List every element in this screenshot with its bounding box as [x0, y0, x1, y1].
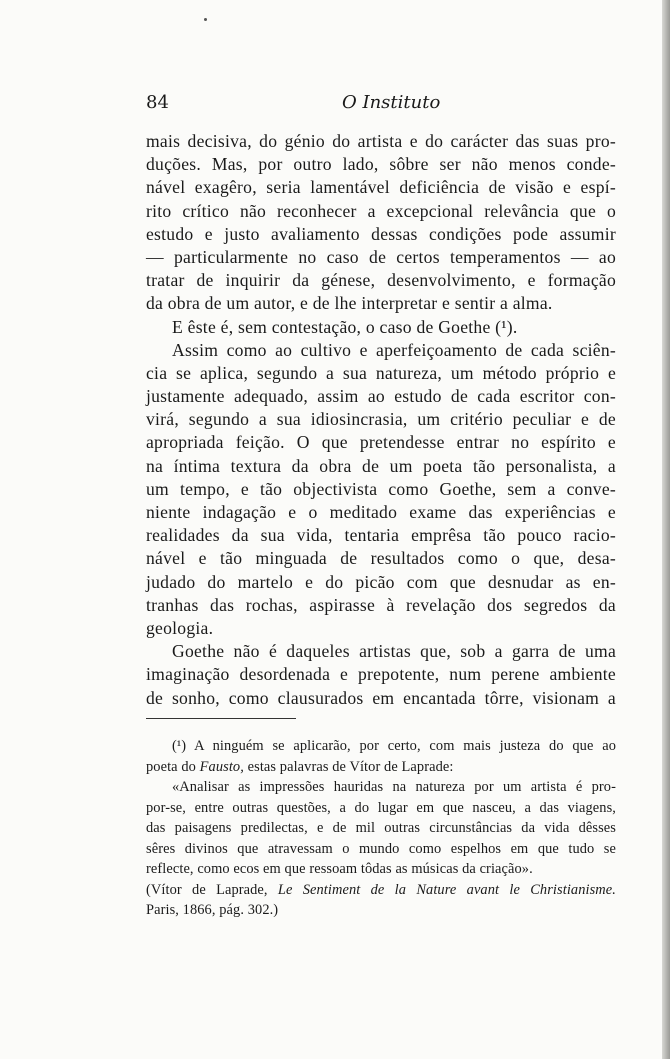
- footnote-line: «Analisar as impressões hauridas na natureza por um artista é pro-: [172, 779, 616, 795]
- ink-speck: [204, 18, 207, 21]
- footnote: [146, 736, 616, 921]
- text-line: Assim como ao cultivo e aperfeiçoamento de cada sciên-: [172, 339, 616, 360]
- text-line: da obra de um autor, e de lhe interpretar e sentir a alma.: [146, 293, 553, 314]
- text-line: Goethe não é daqueles artistas que, sob a garra de uma: [172, 641, 616, 662]
- page-header: [146, 92, 616, 116]
- text-line: um tempo, e tão objectivista como Goethe, sem a conve-: [146, 478, 616, 499]
- text-line: cia se aplica, segundo a sua natureza, um método próprio e: [146, 362, 616, 383]
- page-edge-shadow: [662, 0, 670, 1059]
- footnote-line: [146, 880, 616, 901]
- text-line: niente indagação e o meditado exame das experiências e: [146, 502, 616, 522]
- footnote-line: Paris, 1866, pág. 302.): [146, 902, 279, 918]
- footnote-line: (¹) A ninguém se aplicarão, por certo, com mais justeza do que ao: [172, 738, 616, 754]
- text-line: mais decisiva, do génio do artista e do carácter das suas pro-: [146, 131, 616, 151]
- text-line: judado do martelo e do picão com que desnudar as en-: [146, 571, 616, 592]
- footnote-italic-title: Fausto,: [199, 758, 244, 775]
- footnote-divider: [146, 718, 296, 719]
- footnote-text: poeta do: [146, 758, 200, 775]
- footnote-line: reflecte, como ecos em que ressoam tôdas as músicas da criação».: [146, 861, 533, 877]
- footnote-line: sêres divinos que atravessam o mundo como espelhos em que tudo se: [146, 840, 616, 857]
- text-line: virá, segundo a sua idiosincrasia, um critério peculiar e de: [146, 409, 616, 430]
- text-line: — particularmente no caso de certos temperamentos — ao: [146, 246, 616, 267]
- text-line: de sonho, como clausurados em encantada tôrre, visionam a: [146, 687, 616, 708]
- footnote-italic-title: Le Sentiment de la Nature avant le Christianisme.: [277, 881, 616, 898]
- text-line: duções. Mas, por outro lado, sôbre ser não menos conde-: [146, 154, 616, 175]
- text-line: rito crítico não reconhecer a excepcional relevância que o: [146, 200, 616, 221]
- main-text: [146, 130, 616, 710]
- footnote-line: das paisagens predilectas, e de mil outras circunstâncias da vida dêsses: [146, 820, 616, 836]
- footnote-line: [146, 757, 616, 778]
- text-line: imaginação desordenada e prepotente, num perene ambiente: [146, 664, 616, 685]
- footnote-text: estas palavras de Vítor de Laprade:: [243, 758, 454, 775]
- text-line: apropriada feição. O que pretendesse entrar no espírito e: [146, 432, 616, 453]
- page-number: 84: [146, 92, 169, 113]
- text-line: realidades da sua vida, tentaria emprêsa tão pouco racio-: [146, 525, 616, 546]
- text-line: E êste é, sem contestação, o caso de Goethe (¹).: [172, 316, 518, 337]
- text-line: geologia.: [146, 617, 214, 638]
- text-line: justamente adequado, assim ao estudo de cada escritor con-: [146, 386, 616, 407]
- footnote-line: por-se, entre outras questões, a do lugar em que nasceu, a das viagens,: [146, 799, 616, 816]
- text-line: estudo e justo avaliamento dessas condições pode assumir: [146, 223, 616, 244]
- running-title: O Instituto: [342, 92, 441, 113]
- text-line: nável exagêro, seria lamentável deficiência de visão e espí-: [146, 177, 616, 198]
- text-line: na íntima textura da obra de um poeta tão personalista, a: [146, 455, 616, 476]
- text-line: nável e tão minguada de resultados como o que, desa-: [146, 548, 616, 569]
- text-line: tranhas das rochas, aspirasse à revelação dos segredos da: [146, 594, 616, 615]
- text-line: tratar de inquirir da génese, desenvolvimento, e formação: [146, 270, 616, 291]
- footnote-text: (Vítor de Laprade,: [146, 881, 278, 898]
